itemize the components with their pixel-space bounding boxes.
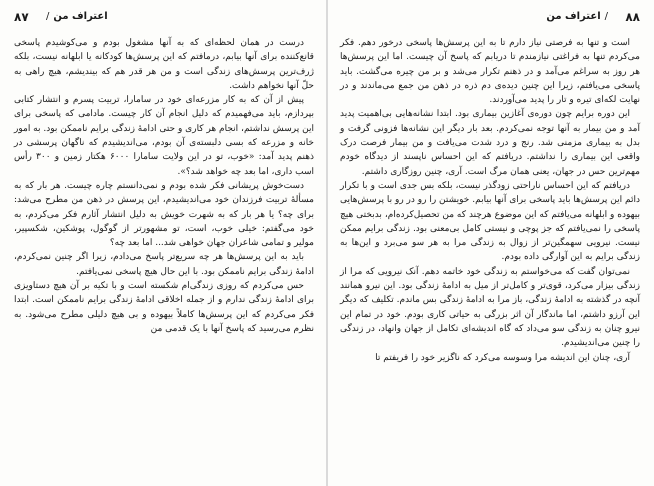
paragraph: باید به این پرسش‌ها هر چه سریع‌تر پاسخ می‌دادم، زیرا اگر چنین نمی‌کردم، ادامهٔ زندگی برایم ناممکن بود. با این حال هیچ پاسخی نمی‌یافتم. bbox=[14, 252, 314, 277]
header-separator: / bbox=[46, 11, 50, 22]
paragraph: درست در همان لحظه‌ای که به آنها مشغول بودم و می‌کوشیدم پاسخی قانع‌کننده برای آنها بیابم، درمافتم که این پرسش‌ها کودکانه یا ابلهانه نیست، بلکه ژرف‌ترین پرسش‌های زندگی است و من هر قدر هم که بیندیشم، هیچ راهی به حلّ آنها نخواهم داشت. bbox=[14, 38, 314, 91]
paragraph: نمی‌توان گفت که می‌خواستم به زندگی خود خاتمه دهم. آنک نیرویی که مرا از زندگی بیزار می‌کرد، قوی‌تر و کامل‌تر از میل به ادامهٔ زندگی بود. این نیرو همانند آنچه در گذشته به ادامهٔ زندگی، باز مرا به ادامهٔ زندگی بس ماندم. تکلیف که دیگر این آرزو داشتم، اما ماندگار آن اثر بزرگی به حیاتی کاری بودم. خود در تمام این نیرو چنان به زندگی سو می‌داد که گاه اندیشه‌ای تکامل از جهان وانهاد، در زندگی را چنین می‌اندیشیدم. bbox=[340, 266, 640, 349]
header-separator: / bbox=[604, 11, 608, 22]
paragraph: این دوره برایم چون دوره‌ی آغازین بیماری بود. ابتدا نشانه‌هایی بی‌اهمیت پدید آمد و من بیمار به آنها توجه نمی‌کردم. بعد بار دیگر این نشانه‌ها فزونی گرفت و بدل به بیماری مزمنی شد. رنج و درد شدت می‌یافت و من بیمار فرصت درک واقعی این بیماری را نداشتم. دریافتم که این احساس ناپسند از دیدگاه خودم مهم‌ترین حس در جهان، یعنی همان مرگ است. آری، چنین روزگاری داشتم. bbox=[340, 109, 640, 177]
paragraph: دریافتم که این احساس ناراحتی زودگذر نیست، بلکه بس جدی است و با تکرار دائم این پرسش‌ها باید پاسخی برای آنها بیابم. خویشتن را رو در رو با پرسش‌هایی بیهوده و ابلهانه می‌یافتم که این موضوع هرچند که من تحصیل‌کرده‌ام، بدبختی هیچ پاسخی را نمی‌یافتم که جز پوچی و نیستی کامل بی‌معنی بود. زندگی برایم ممکن نیست. نیرویی سهمگین‌تر از زوال به زندگی مرا به هر سو می‌برد و این‌ها به زندگی برایم به این آوارگی داده بودم. bbox=[340, 180, 640, 263]
right-page-body bbox=[340, 36, 640, 365]
page-number: ۸۸ bbox=[625, 10, 640, 24]
page-number: ۸۷ bbox=[14, 10, 29, 24]
paragraph: آری، چنان این اندیشه مرا وسوسه می‌کرد که ناگزیر خود را فریفتم تا bbox=[375, 352, 630, 363]
right-page bbox=[340, 0, 640, 486]
running-title bbox=[42, 11, 108, 22]
left-page-body bbox=[14, 36, 314, 336]
running-title-text: اعتراف من bbox=[53, 11, 108, 22]
running-title-text: اعتراف من bbox=[546, 11, 601, 22]
left-page-header bbox=[14, 10, 314, 28]
paragraph: است و تنها به فرصتی نیاز دارم تا به این پرسش‌ها پاسخی درخور دهم. فکر می‌کردم تنها به فراغتی نیازمندم تا دریابم که پاسخ آن چیست. اما این پرسش‌ها هر روز به سراغم می‌آمد و در ذهنم تکرار می‌شد و بر من چیره می‌گشت. باید پاسخی می‌یافتم، زیرا این چنین دیده‌ی دم ذره در ذهن من جمع می‌ماندند و در نهایت لکه‌ای تیره و تار را پدید می‌آوردند. bbox=[340, 38, 640, 106]
paragraph: دست‌خوش پریشانی فکر شده بودم و نمی‌دانستم چاره چیست. هر بار که به مسألهٔ تربیت فرزندان خود می‌اندیشیدم، این پرسش در ذهن من مطرح می‌شد: برای چه؟ یا هر بار که به شهرت خویش به دلیل انتشار آثارم فکر می‌کردم، به خود می‌گفتم: خیلی خوب، است، تو مشهورتر از گوگول، پوشکین، شکسپیر، مولیر و تمامی شاعران جهان خواهی شد... اما بعد چه؟ bbox=[14, 180, 314, 249]
paragraph: پیش از آن که به کار مزرعه‌ای خود در سامارا، تربیت پسرم و انتشار کتابی بپردازم، باید می‌فهمیدم که دلیل انجام آن کار چیست. مادامی که پاسخی برای این پرسش نداشتم، انجام هر کاری و حتی ادامهٔ زندگی برایم ناممکن بود. به امور خانه و مزرعه که بسی دلبسته‌ی آن بودم، می‌اندیشیدم که ناگهان پرسشی در ذهنم پدید آمد: «خوب، تو در این ولایت سامارا ۶۰۰۰ هکتار زمین و ۳۰۰ رأس اسب داری، اما بعد چه خواهد شد؟». bbox=[14, 95, 315, 177]
paragraph: حس می‌کردم که روزی زندگی‌ام شکسته است و با تکیه بر آن هیچ دستاویزی برای ادامهٔ زندگی ندارم و از جمله اخلاقی ادامهٔ زندگی برایم ناممکن است. ابتدا فکر می‌کردم که این پرسش‌ها کاملاً بیهوده و بی هیچ دلیلی مطرح می‌شود. به نظرم می‌رسید که پاسخ آنها با یک قدمی من bbox=[14, 281, 314, 334]
right-page-header bbox=[340, 10, 640, 28]
left-page bbox=[14, 0, 314, 486]
book-gutter bbox=[326, 0, 328, 486]
running-title bbox=[546, 11, 612, 22]
